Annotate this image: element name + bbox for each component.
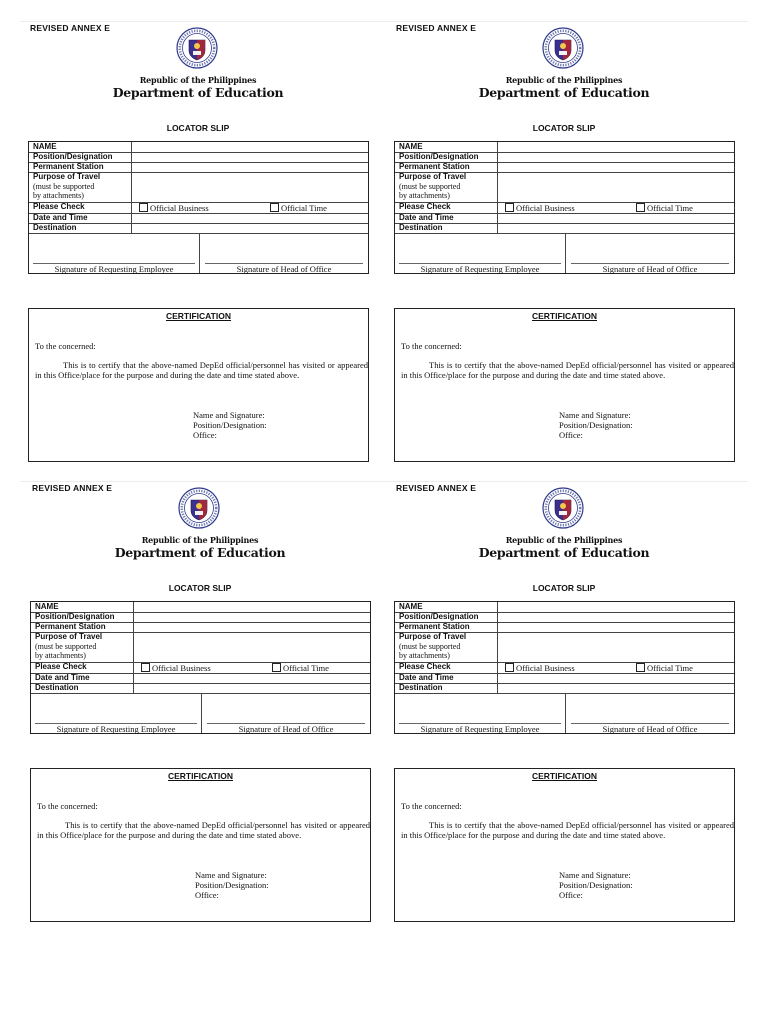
republic-heading: Republic of the Philippines — [141, 535, 259, 545]
official-time-option[interactable] — [272, 663, 329, 673]
employee-signature-label: Signature of Requesting Employee — [56, 724, 176, 734]
field-row-purpose — [395, 632, 734, 663]
locator-slip-title: LOCATOR SLIP — [532, 583, 596, 593]
department-heading: Department of Education — [112, 85, 284, 100]
head-signature-label: Signature of Head of Office — [236, 264, 332, 274]
field-label-purpose: Purpose of Travel — [33, 172, 101, 181]
locator-slip-bottom-left — [30, 483, 380, 923]
official-business-label: Official Business — [516, 203, 575, 213]
deped-seal-icon — [178, 487, 220, 529]
locator-slip-title: LOCATOR SLIP — [532, 123, 596, 133]
certification-signatory — [193, 410, 267, 440]
annex-label: REVISED ANNEX E — [32, 483, 113, 493]
field-label-purpose: Purpose of Travel — [399, 632, 467, 641]
official-business-label: Official Business — [152, 663, 211, 673]
field-label-position: Position/Designation — [33, 152, 113, 161]
name-signature-label: Name and Signature: — [559, 870, 631, 880]
field-label-station: Permanent Station — [399, 622, 470, 631]
deped-seal-icon — [176, 27, 218, 69]
field-label-name: NAME — [33, 142, 57, 151]
purpose-note-line-2: by attachments) — [33, 191, 84, 200]
field-label-name: NAME — [399, 142, 423, 151]
sheet-divider — [20, 481, 748, 482]
employee-signature-label: Signature of Requesting Employee — [54, 264, 174, 274]
certification-box — [394, 768, 735, 922]
official-time-option[interactable] — [636, 203, 693, 213]
locator-slip-form — [30, 601, 371, 734]
locator-slip-form — [28, 141, 369, 274]
field-label-purpose: Purpose of Travel — [399, 172, 467, 181]
official-business-checkbox[interactable] — [139, 203, 148, 212]
office-label: Office: — [559, 890, 583, 900]
field-row-purpose — [395, 172, 734, 203]
department-heading: Department of Education — [478, 545, 650, 560]
sheet-divider — [20, 21, 748, 22]
official-time-checkbox[interactable] — [270, 203, 279, 212]
locator-slip-form — [394, 601, 735, 734]
employee-signature-label: Signature of Requesting Employee — [420, 264, 540, 274]
field-label-datetime: Date and Time — [35, 673, 90, 682]
field-label-datetime: Date and Time — [399, 673, 454, 682]
official-time-checkbox[interactable] — [272, 663, 281, 672]
certification-title: CERTIFICATION — [531, 771, 597, 781]
official-time-checkbox[interactable] — [636, 663, 645, 672]
field-label-check: Please Check — [35, 662, 87, 671]
purpose-note-line-2: by attachments) — [399, 651, 450, 660]
official-business-label: Official Business — [516, 663, 575, 673]
annex-label: REVISED ANNEX E — [396, 23, 477, 33]
position-label: Position/Designation: — [559, 880, 633, 890]
position-label: Position/Designation: — [559, 420, 633, 430]
field-label-station: Permanent Station — [33, 162, 104, 171]
office-label: Office: — [195, 890, 219, 900]
official-business-option[interactable] — [505, 203, 575, 213]
department-heading: Department of Education — [478, 85, 650, 100]
locator-slip-title: LOCATOR SLIP — [166, 123, 230, 133]
field-row-purpose — [31, 632, 370, 663]
field-label-check: Please Check — [399, 662, 451, 671]
field-label-check: Please Check — [33, 202, 85, 211]
purpose-note-line-2: by attachments) — [399, 191, 450, 200]
field-label-destination: Destination — [33, 223, 77, 232]
certification-title: CERTIFICATION — [167, 771, 233, 781]
purpose-note-line-1: (must be supported — [399, 182, 461, 191]
name-signature-label: Name and Signature: — [193, 410, 265, 420]
field-row-destination — [395, 223, 734, 234]
locator-slip-top-right — [394, 23, 744, 463]
republic-heading: Republic of the Philippines — [139, 75, 257, 85]
head-signature-label: Signature of Head of Office — [238, 724, 334, 734]
field-label-name: NAME — [35, 602, 59, 611]
official-business-checkbox[interactable] — [505, 203, 514, 212]
official-business-option[interactable] — [505, 663, 575, 673]
official-business-checkbox[interactable] — [505, 663, 514, 672]
field-label-station: Permanent Station — [399, 162, 470, 171]
certification-body: This is to certify that the above-named DepEd official/personnel has visited or appeared in this Office/place for the purpose and during the date and time stated above. — [37, 820, 370, 840]
official-business-checkbox[interactable] — [141, 663, 150, 672]
field-label-position: Position/Designation — [399, 612, 479, 621]
field-label-purpose: Purpose of Travel — [35, 632, 103, 641]
purpose-note-line-1: (must be supported — [399, 642, 461, 651]
official-time-option[interactable] — [270, 203, 327, 213]
republic-heading: Republic of the Philippines — [505, 535, 623, 545]
certification-salutation: To the concerned: — [401, 801, 462, 811]
field-label-datetime: Date and Time — [33, 213, 88, 222]
field-label-destination: Destination — [399, 683, 443, 692]
purpose-note-line-2: by attachments) — [35, 651, 86, 660]
annex-label: REVISED ANNEX E — [30, 23, 111, 33]
official-time-label: Official Time — [647, 663, 693, 673]
field-label-position: Position/Designation — [399, 152, 479, 161]
locator-slip-top-left — [28, 23, 378, 463]
certification-title: CERTIFICATION — [165, 311, 231, 321]
office-label: Office: — [559, 430, 583, 440]
certification-signatory — [559, 870, 633, 900]
official-time-label: Official Time — [283, 663, 329, 673]
certification-box — [30, 768, 371, 922]
head-signature-label: Signature of Head of Office — [602, 264, 698, 274]
employee-signature-label: Signature of Requesting Employee — [420, 724, 540, 734]
field-label-check: Please Check — [399, 202, 451, 211]
field-row-destination — [31, 683, 370, 694]
certification-body: This is to certify that the above-named DepEd official/personnel has visited or appeared in this Office/place for the purpose and during the date and time stated above. — [401, 820, 734, 840]
field-row-purpose — [29, 172, 368, 203]
official-time-label: Official Time — [281, 203, 327, 213]
certification-box — [28, 308, 369, 462]
field-row-destination — [395, 683, 734, 694]
official-business-label: Official Business — [150, 203, 209, 213]
field-label-station: Permanent Station — [35, 622, 106, 631]
certification-body: This is to certify that the above-named DepEd official/personnel has visited or appeared in this Office/place for the purpose and during the date and time stated above. — [401, 360, 734, 380]
field-row-destination — [29, 223, 368, 234]
name-signature-label: Name and Signature: — [195, 870, 267, 880]
certification-title: CERTIFICATION — [531, 311, 597, 321]
certification-signatory — [559, 410, 633, 440]
head-signature-label: Signature of Head of Office — [602, 724, 698, 734]
field-label-destination: Destination — [35, 683, 79, 692]
field-label-name: NAME — [399, 602, 423, 611]
position-label: Position/Designation: — [193, 420, 267, 430]
locator-slip-bottom-right — [394, 483, 744, 923]
purpose-note-line-1: (must be supported — [33, 182, 95, 191]
deped-seal-icon — [542, 487, 584, 529]
certification-box — [394, 308, 735, 462]
field-label-destination: Destination — [399, 223, 443, 232]
locator-slip-title: LOCATOR SLIP — [168, 583, 232, 593]
certification-signatory — [195, 870, 269, 900]
deped-seal-icon — [542, 27, 584, 69]
field-label-datetime: Date and Time — [399, 213, 454, 222]
purpose-note-line-1: (must be supported — [35, 642, 97, 651]
office-label: Office: — [193, 430, 217, 440]
annex-label: REVISED ANNEX E — [396, 483, 477, 493]
official-time-checkbox[interactable] — [636, 203, 645, 212]
position-label: Position/Designation: — [195, 880, 269, 890]
name-signature-label: Name and Signature: — [559, 410, 631, 420]
official-business-option[interactable] — [141, 663, 211, 673]
certification-salutation: To the concerned: — [35, 341, 96, 351]
field-label-position: Position/Designation — [35, 612, 115, 621]
official-time-option[interactable] — [636, 663, 693, 673]
official-time-label: Official Time — [647, 203, 693, 213]
certification-body: This is to certify that the above-named DepEd official/personnel has visited or appeared in this Office/place for the purpose and during the date and time stated above. — [35, 360, 368, 380]
department-heading: Department of Education — [114, 545, 286, 560]
certification-salutation: To the concerned: — [37, 801, 98, 811]
official-business-option[interactable] — [139, 203, 209, 213]
certification-salutation: To the concerned: — [401, 341, 462, 351]
locator-slip-form — [394, 141, 735, 274]
republic-heading: Republic of the Philippines — [505, 75, 623, 85]
